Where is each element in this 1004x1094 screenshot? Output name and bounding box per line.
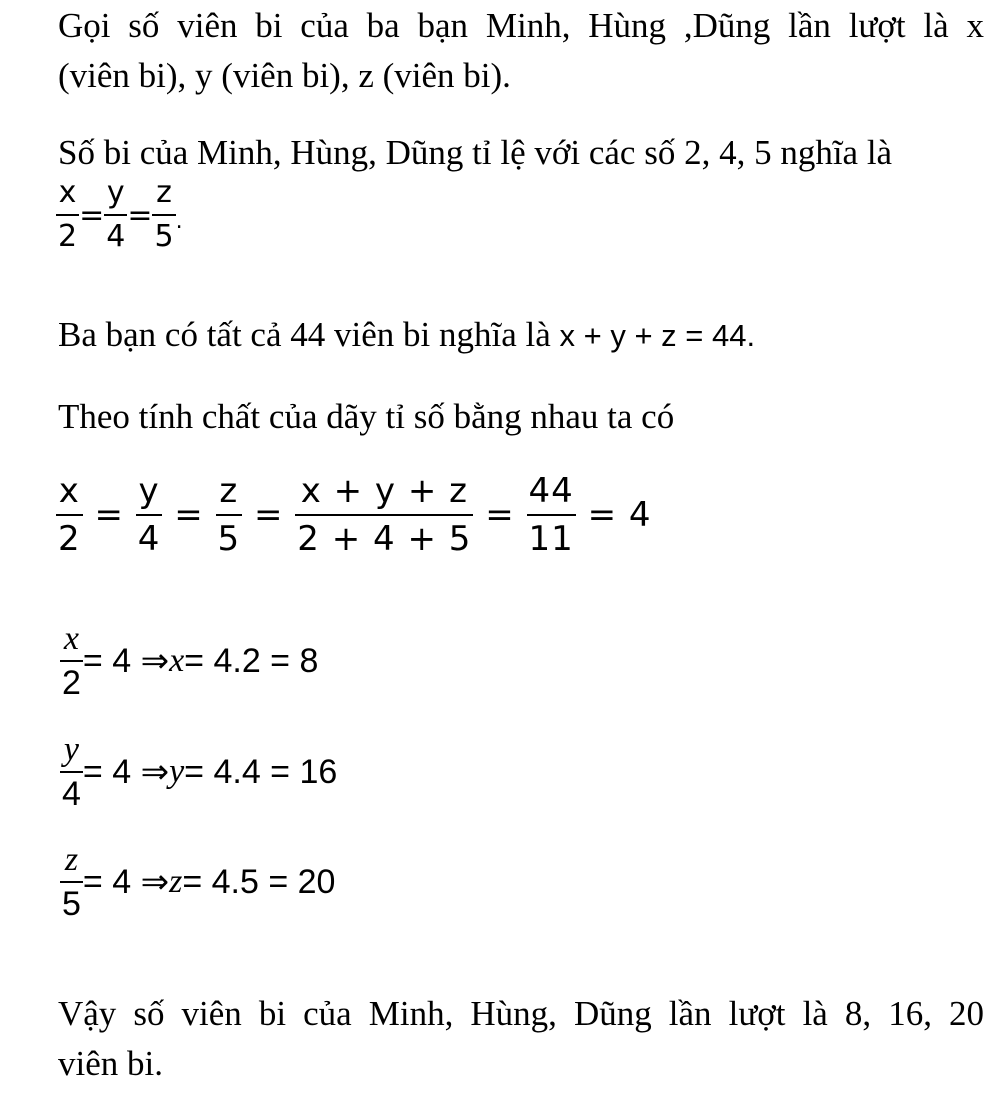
property-text: Theo tính chất của dãy tỉ số bằng nhau ta có — [58, 397, 675, 436]
ratio-text: Số bi của Minh, Hùng, Dũng tỉ lệ với các số 2, 4, 5 nghĩa là — [58, 133, 893, 172]
chain-result: = 4 — [587, 495, 652, 535]
chain-fraction-sum: $\frac{x + y + z}{2 + 4 + 5}$ — [297, 471, 472, 559]
fraction-y-4: $\frac{y}{4}$ — [106, 175, 126, 254]
conclusion-line-2: viên bi. — [58, 1044, 163, 1083]
chain-fraction-total: $\frac{44}{11}$ — [528, 471, 574, 559]
solution-y-fraction: $\frac{y}{4}$ — [62, 731, 81, 813]
ratio-chain: $\frac{x}{2}$ = $\frac{y}{4}$ = $\frac{z}{5}$ = $\frac{x + y + z}{2 + 4 + 5}$ = $\frac{44}{11}$ = 4 — [58, 471, 652, 559]
solution-y: $\frac{y}{4}$ = 4 ⇒y= 4.4 = 16 — [62, 731, 338, 813]
chain-fraction-z: $\frac{z}{5}$ — [217, 471, 241, 559]
solution-x-fraction: $\frac{x}{2}$ — [62, 620, 81, 702]
chain-fraction-y: $\frac{y}{4}$ — [137, 471, 161, 559]
sum-statement: Ba bạn có tất cả 44 viên bi nghĩa là x + y + z = 44. — [58, 315, 756, 354]
solution-x: $\frac{x}{2}$ = 4 ⇒x= 4.2 = 8 — [62, 620, 319, 702]
solution-z-fraction: $\frac{z}{5}$ — [62, 841, 81, 923]
fraction-x-2: $\frac{x}{2}$ — [58, 175, 78, 254]
ratio-equation: $\frac{x}{2}$ = $\frac{y}{4}$ = $\frac{z}{5}$ . — [58, 175, 183, 254]
conclusion-line-1: Vậy số viên bi của Minh, Hùng, Dũng lần lượt là 8, 16, 20 — [58, 994, 984, 1033]
intro-line-2: (viên bi), y (viên bi), z (viên bi). — [58, 56, 511, 95]
sum-expression: x + y + z = 44. — [559, 318, 756, 353]
fraction-z-5: $\frac{z}{5}$ — [154, 175, 174, 254]
chain-fraction-x: $\frac{x}{2}$ — [58, 471, 81, 559]
intro-line-1: Gọi số viên bi của ba bạn Minh, Hùng ,Dũng lần lượt là x — [58, 6, 984, 45]
solution-z: $\frac{z}{5}$ = 4 ⇒z= 4.5 = 20 — [62, 841, 336, 923]
